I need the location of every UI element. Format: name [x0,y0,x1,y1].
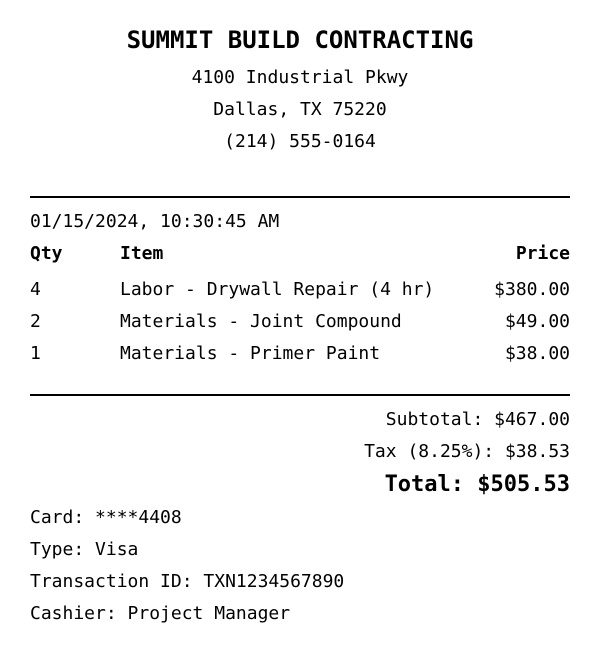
store-address-line1: 4100 Industrial Pkwy [191,67,409,88]
line-item-name: Materials - Joint Compound [120,311,402,332]
payment-type: Type: Visa [30,539,139,560]
receipt [30,0,570,630]
line-item-price: $49.00 [504,311,570,332]
line-item-qty: 1 [30,343,41,364]
line-item-name: Labor - Drywall Repair (4 hr) [120,279,435,300]
store-phone: (214) 555-0164 [224,131,376,152]
items-header [30,238,570,270]
totals-block [30,404,570,502]
grand-total: Total: $505.53 [384,472,570,497]
transaction-datetime: 01/15/2024, 10:30:45 AM [30,211,280,232]
store-address-line2: Dallas, TX 75220 [213,99,387,120]
payment-card: Card: ****4408 [30,507,182,528]
divider-bottom [30,394,570,396]
transaction-id: Transaction ID: TXN1234567890 [30,571,345,592]
line-item-price: $38.00 [504,343,570,364]
divider-top [30,196,570,198]
cashier: Cashier: Project Manager [30,603,291,624]
column-qty: Qty [30,243,63,264]
column-price: Price [515,243,570,264]
line-item-qty: 2 [30,311,41,332]
tax: Tax (8.25%): $38.53 [364,441,570,462]
column-item: Item [120,243,164,264]
line-item [30,274,570,306]
line-item-price: $380.00 [494,279,570,300]
line-item [30,306,570,338]
line-item-qty: 4 [30,279,41,300]
store-name: SUMMIT BUILD CONTRACTING [126,26,474,54]
line-item-name: Materials - Primer Paint [120,343,381,364]
line-item [30,338,570,370]
subtotal: Subtotal: $467.00 [385,409,570,430]
